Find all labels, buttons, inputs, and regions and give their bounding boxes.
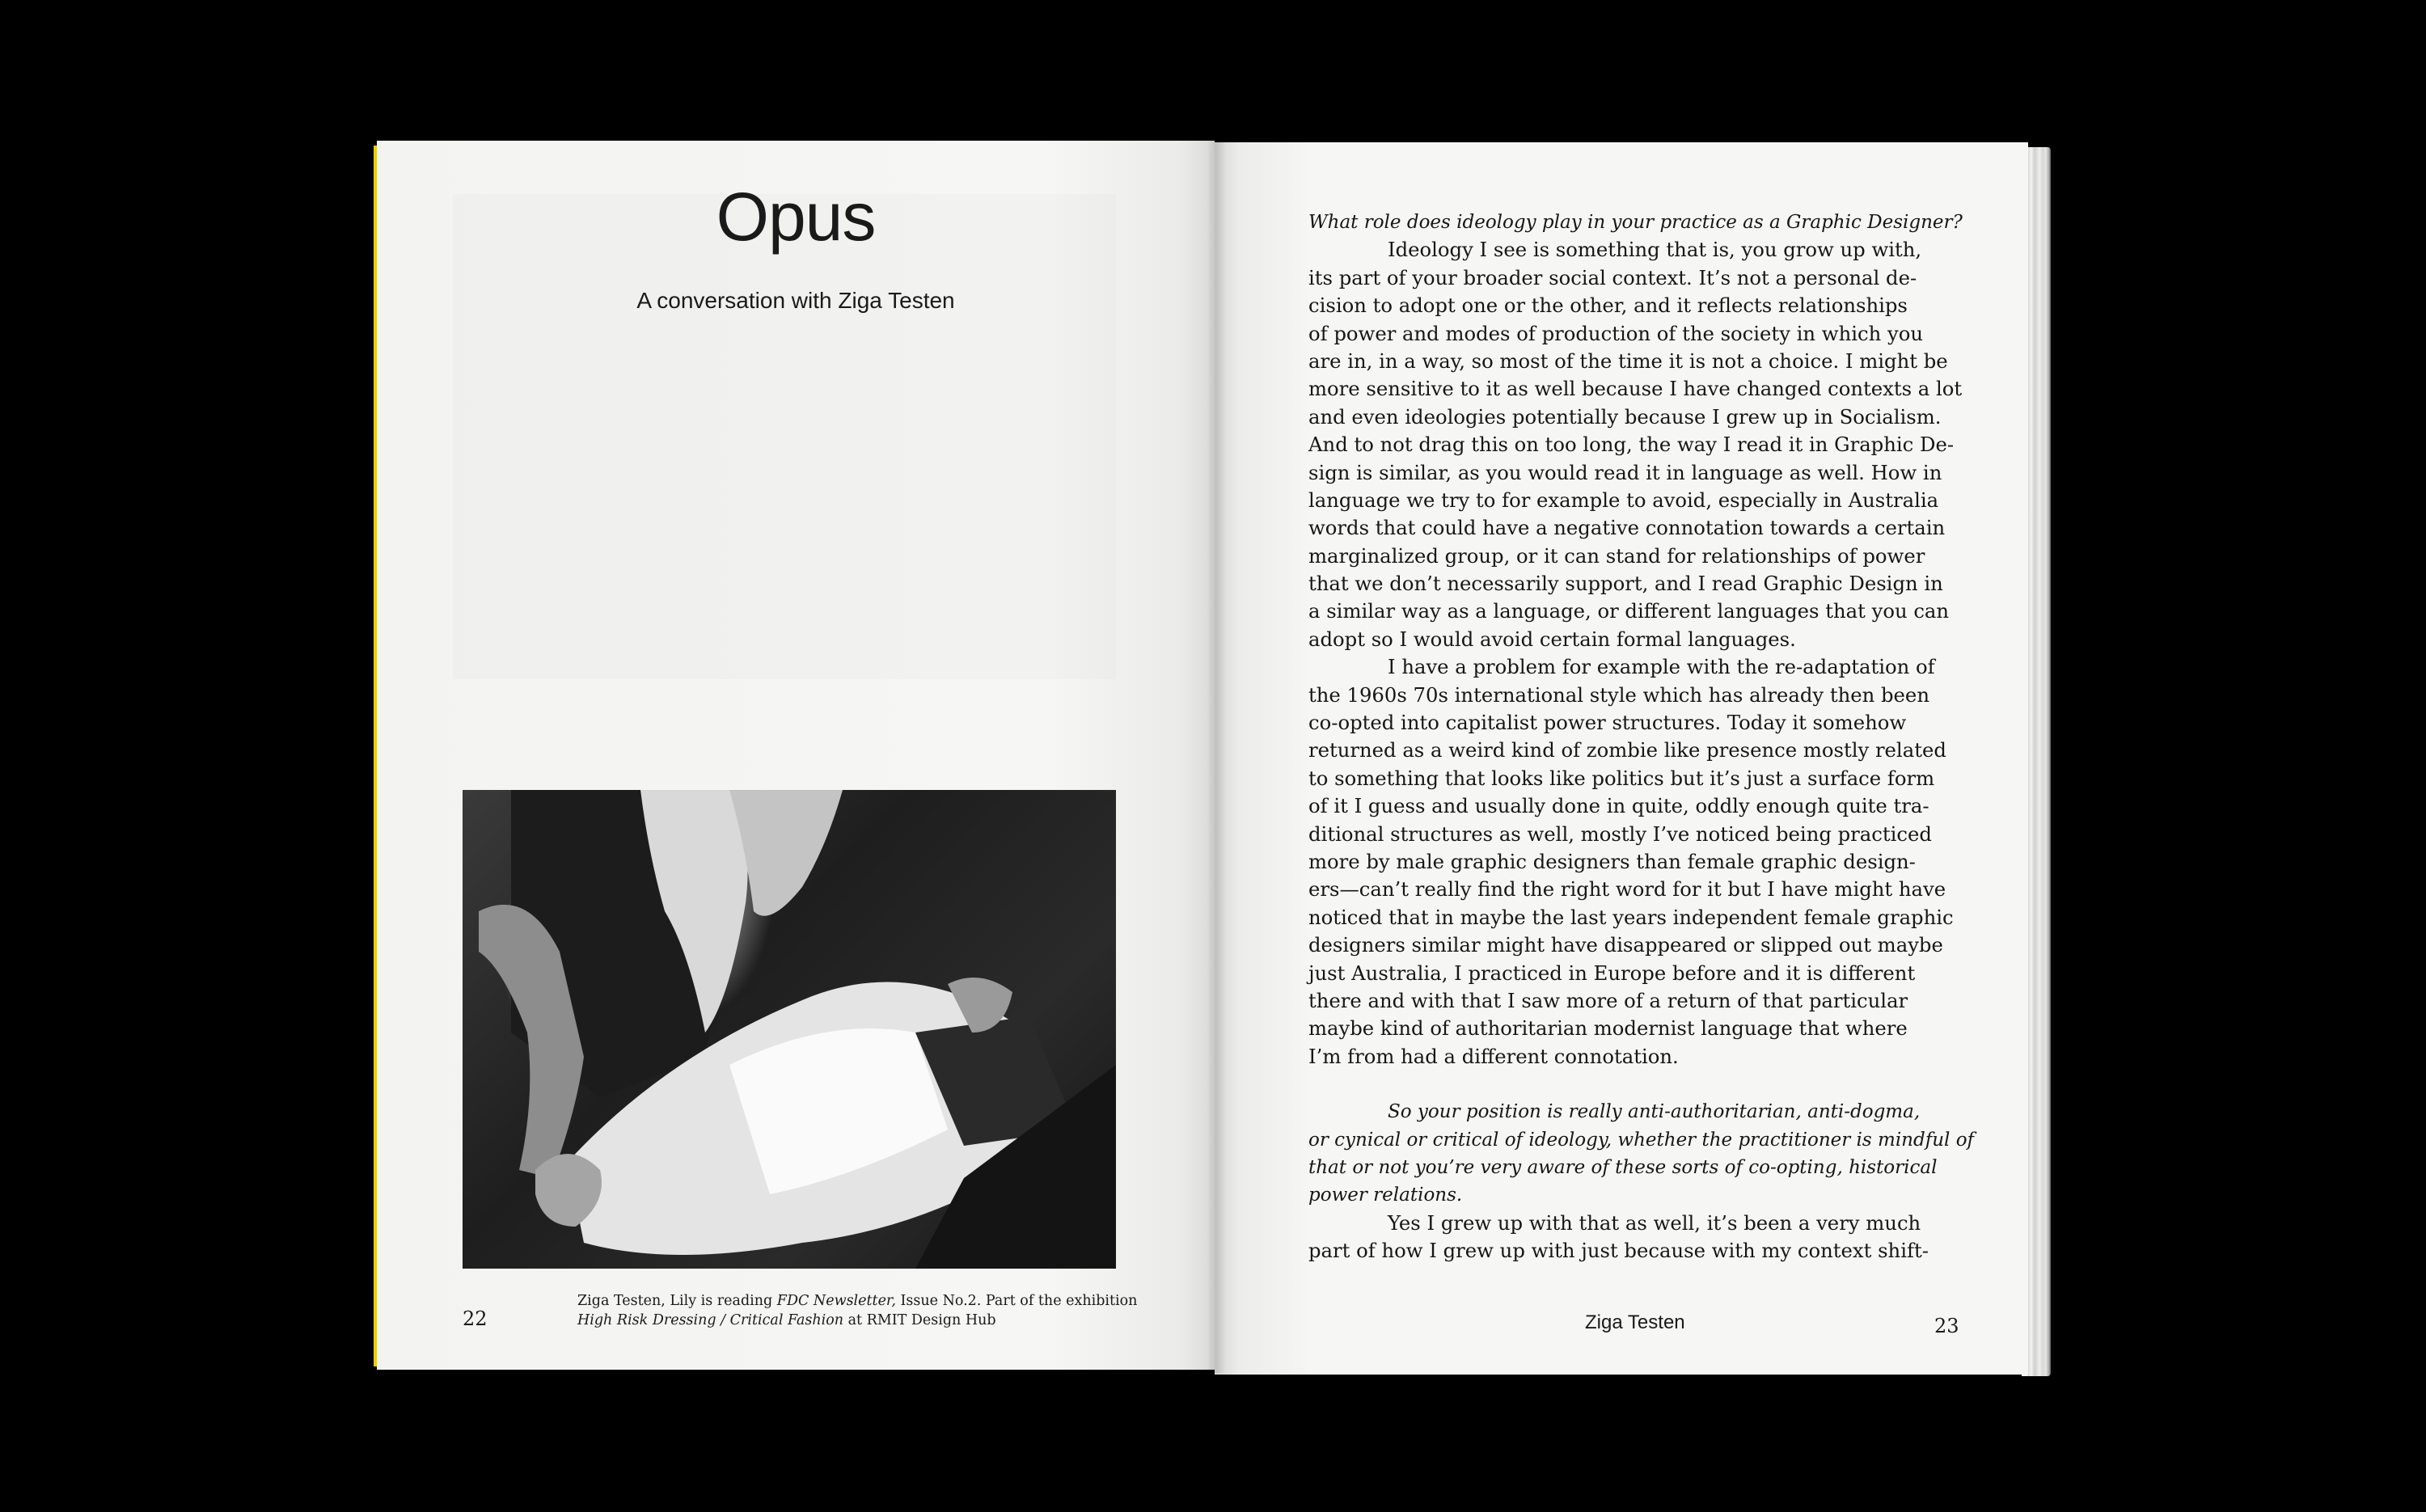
body-line: to something that looks like politics but it’s just a surface form: [1308, 766, 1935, 790]
body-line: language we try to for example to avoid, especially in Australia: [1308, 488, 1939, 512]
body-line: noticed that in maybe the last years independent female graphic: [1308, 905, 1954, 929]
body-line: there and with that I saw more of a return of that particular: [1308, 988, 1908, 1012]
caption-italic: FDC Newsletter,: [776, 1293, 896, 1309]
question-line: What role does ideology play in your practice as a Graphic Designer?: [1308, 212, 1963, 233]
hair-shape-2: [729, 790, 843, 916]
body-line: just Australia, I practiced in Europe before and it is different: [1308, 961, 1916, 985]
body-line: a similar way as a language, or different languages that you can: [1308, 599, 1950, 623]
body-line: cision to adopt one or the other, and it reflects relationships: [1308, 294, 1908, 318]
body-line: I have a problem for example with the re-adaptation of: [1388, 655, 1935, 679]
body-line: sign is similar, as you would read it in language as well. How in: [1308, 460, 1942, 484]
question-line: or cynical or critical of ideology, whether the practitioner is mindful of: [1308, 1129, 1975, 1151]
body-line: the 1960s 70s international style which has already then been: [1308, 682, 1929, 707]
body-line: ditional structures as well, mostly I’ve noticed being practiced: [1308, 821, 1932, 846]
photo-image: [463, 790, 1116, 1269]
body-line: part of how I grew up with just because with my context shift-: [1308, 1239, 1929, 1263]
body-line: co-opted into capitalist power structures. Today it somehow: [1308, 711, 1907, 735]
page-number-left: 22: [463, 1307, 488, 1330]
photo-caption: [577, 1291, 1143, 1330]
body-line: its part of your broader social context. It’s not a personal de-: [1308, 265, 1917, 289]
show-through: [453, 194, 1116, 679]
body-line: ers—can’t really find the right word for it but I have might have: [1308, 877, 1946, 902]
running-head: Ziga Testen: [1585, 1311, 1685, 1333]
body-line: I’m from had a different connotation.: [1308, 1044, 1679, 1068]
body-line: more by male graphic designers than female graphic design-: [1308, 849, 1916, 873]
body-line: of it I guess and usually done in quite, oddly enough quite tra-: [1308, 794, 1929, 818]
body-line: [1308, 1071, 1972, 1098]
caption-line-2: [577, 1311, 1143, 1330]
body-line: more sensitive to it as well because I have changed contexts a lot: [1308, 377, 1963, 401]
caption-text: Ziga Testen, Lily is reading: [577, 1293, 777, 1309]
caption-line-1: [577, 1291, 1143, 1311]
question-line: power relations.: [1308, 1185, 1463, 1206]
body-line: Ideology I see is something that is, you grow up with,: [1388, 238, 1922, 262]
body-line: that we don’t necessarily support, and I read Graphic Design in: [1308, 572, 1943, 596]
caption-exhibition-title: High Risk Dressing / Critical Fashion: [577, 1312, 844, 1328]
body-line: adopt so I would avoid certain formal languages.: [1308, 627, 1796, 651]
question-line: that or not you’re very aware of these sorts of co-opting, historical: [1308, 1156, 1938, 1178]
question-line: So your position is really anti-authoritarian, anti-dogma,: [1388, 1101, 1921, 1123]
body-line: maybe kind of authoritarian modernist language that where: [1308, 1016, 1908, 1041]
caption-text-rest: Issue No.2. Part of the exhibition: [895, 1293, 1138, 1309]
caption-venue: at RMIT Design Hub: [843, 1312, 996, 1328]
body-line: returned as a weird kind of zombie like presence mostly related: [1308, 738, 1946, 762]
body-line: of power and modes of production of the society in which you: [1308, 321, 1923, 345]
body-line: words that could have a negative connotation towards a certain: [1308, 516, 1946, 540]
article-title: Opus: [716, 179, 876, 255]
body-line: designers similar might have disappeared or slipped out maybe: [1308, 933, 1943, 957]
page-number-right: 23: [1934, 1315, 1959, 1337]
body-line: and even ideologies potentially because I grew up in Socialism.: [1308, 404, 1942, 429]
body-line: are in, in a way, so most of the time it is not a choice. I might be: [1308, 348, 1948, 373]
gutter-shadow: [1207, 141, 1226, 1373]
photo-illustration: [463, 790, 1116, 1269]
body-line: Yes I grew up with that as well, it’s been a very much: [1388, 1210, 1921, 1235]
interview-body-text: [1308, 209, 1975, 1265]
body-line: marginalized group, or it can stand for relationships of power: [1308, 543, 1925, 568]
body-line: And to not drag this on too long, the way I read it in Graphic De-: [1308, 433, 1955, 457]
article-subtitle: A conversation with Ziga Testen: [636, 288, 955, 313]
